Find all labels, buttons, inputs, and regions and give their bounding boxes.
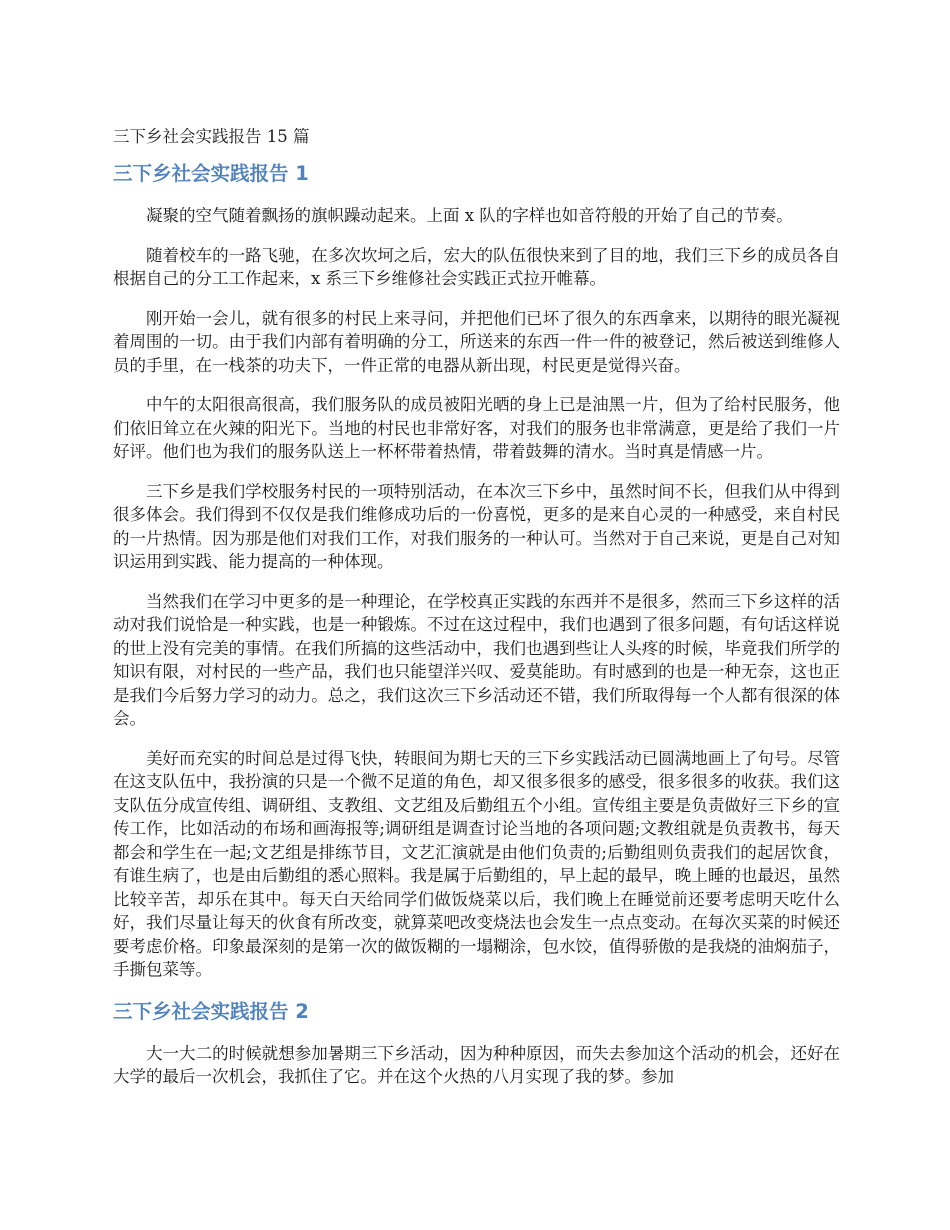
paragraph: 中午的太阳很高很高，我们服务队的成员被阳光晒的身上已是油黑一片，但为了给村民服务，他们依旧耸立在火辣的阳光下。当地的村民也非常好客，对我们的服务也非常满意，更是给了我们一片好评。他们也为我们的服务队送上一杯杯带着热情，带着鼓舞的清水。当时真是情感一片。 [113,395,840,461]
section-heading-1: 三下乡社会实践报告 1 [113,162,309,185]
paragraph: 凝聚的空气随着飘扬的旗帜躁动起来。上面 x 队的字样也如音符般的开始了自己的节奏。 [146,206,793,225]
paragraph: 当然我们在学习中更多的是一种理论，在学校真正实践的东西并不是很多，然而三下乡这样的活动对我们说恰是一种实践，也是一种锻炼。不过在这过程中，我们也遇到了很多问题，有句话这样说的世上没有完美的事情。在我们所搞的这些活动中，我们也遇到些让人头疼的时候，毕竟我们所学的知识有限，对村民的一些产品，我们也只能望洋兴叹、爱莫能助。有时感到的也是一种无奈，这也正是我们今后努力学习的动力。总之，我们这次三下乡活动还不错，我们所取得每一个人都有很深的体会。 [113,591,840,728]
paragraph: 大一大二的时候就想参加暑期三下乡活动，因为种种原因，而失去参加这个活动的机会，还好在大学的最后一次机会，我抓住了它。并在这个火热的八月实现了我的梦。参加 [113,1043,840,1086]
section-heading-2: 三下乡社会实践报告 2 [113,999,309,1023]
paragraph: 三下乡是我们学校服务村民的一项特别活动，在本次三下乡中，虽然时间不长，但我们从中得到很多体会。我们得到不仅仅是我们维修成功后的一份喜悦，更多的是来自心灵的一种感受，来自村民的一片热情。因为那是他们对我们工作，对我们服务的一种认可。当然对于自己来说，更是自己对知识运用到实践、能力提高的一种体现。 [113,481,840,571]
document-title: 三下乡社会实践报告 15 篇 [113,127,310,146]
paragraph: 美好而充实的时间总是过得飞快，转眼间为期七天的三下乡实践活动已圆满地画上了句号。尽管在这支队伍中，我扮演的只是一个微不足道的角色，却又很多很多的感受，很多很多的收获。我们这支队伍分成宣传组、调研组、支教组、文艺组及后勤组五个小组。宣传组主要是负责做好三下乡的宣传工作，比如活动的布场和画海报等;调研组是调查讨论当地的各项问题;文教组就是负责教书，每天都会和学生在一起;文艺组是排练节目，文艺汇演就是由他们负责的;后勤组则负责我们的起居饮食，有谁生病了，也是由后勤组的悉心照料。我是属于后勤组的，早上起的最早，晚上睡的也最迟，虽然比较辛苦，却乐在其中。每天白天给同学们做饭烧菜以后，我们晚上在睡觉前还要考虑明天吃什么好，我们尽量让每天的伙食有所改变，就算菜吧改变烧法也会发生一点点变动。在每次买菜的时候还要考虑价格。印象最深刻的是第一次的做饭糊的一塌糊涂，包水饺，值得骄傲的是我烧的油焖茄子，手撕包菜等。 [113,748,840,979]
paragraph: 随着校车的一路飞驰，在多次坎坷之后，宏大的队伍很快来到了目的地，我们三下乡的成员各自根据自己的分工工作起来，x 系三下乡维修社会实践正式拉开帷幕。 [113,245,840,288]
paragraph: 刚开始一会儿，就有很多的村民上来寻问，并把他们已坏了很久的东西拿来，以期待的眼光凝视着周围的一切。由于我们内部有着明确的分工，所送来的东西一件一件的被登记，然后被送到维修人员的手里，在一栈茶的功夫下，一件正常的电器从新出现，村民更是觉得兴奋。 [113,308,840,375]
document-page [113,124,840,1107]
